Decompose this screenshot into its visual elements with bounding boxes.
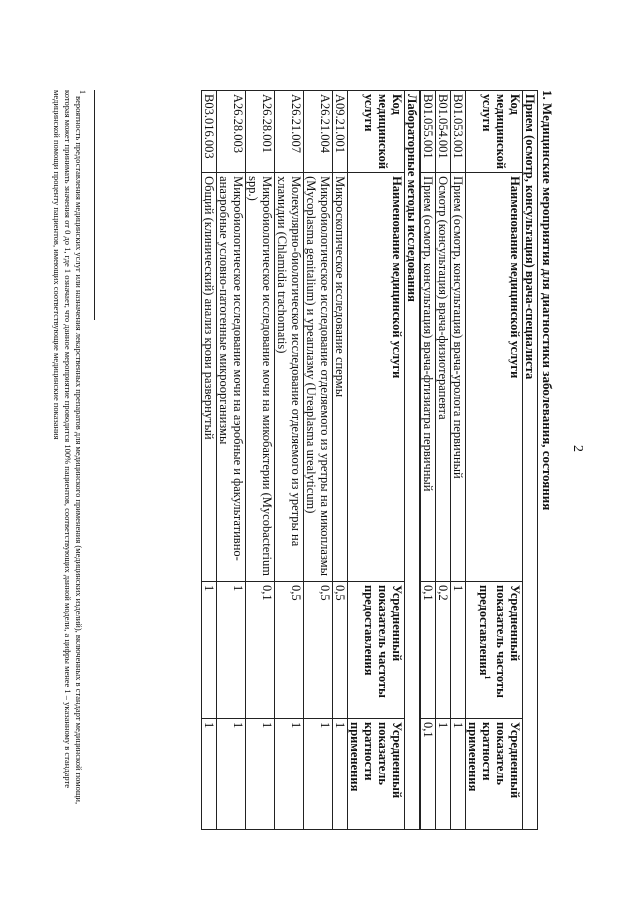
page-number: 2 xyxy=(570,445,585,452)
footnote-mark: 1 xyxy=(78,90,87,94)
header-code: Код медицинской услуги xyxy=(348,91,405,173)
cell-name: Микроскопическое исследование спермы xyxy=(333,173,348,582)
table-header-row xyxy=(466,91,523,830)
cell-freq: 0,2 xyxy=(436,582,451,719)
section-title: 1. Медицинские мероприятия для диагностики заболевания, состояния xyxy=(540,90,555,511)
cell-code: B01.055.001 xyxy=(421,91,436,173)
table-header-row xyxy=(348,91,405,830)
header-freq-text: Усредненный показатель частоты предоставления xyxy=(476,585,522,698)
cell-name: Молекулярно-биологическое исследование отделяемого из уретры на хламидии (Chlamidia trachomatis) xyxy=(275,173,304,582)
cell-mult: 1 xyxy=(451,719,466,830)
footnote-text: вероятность предоставления медицинских услуг или назначения лекарственных препаратов для медицинского применения (медицинских изделий), включенных в стандарт медицинской помощи, которая может принимать значения от 0 до 1, где 1 означает, что данное мероприятие проводится 100% пациентов, соответствующих данной модели, а цифры менее 1 – указанному в стандарте медицинской помощи проценту пациентов, имеющих соответствующие медицинские показания xyxy=(52,90,85,805)
cell-freq: 0,5 xyxy=(304,582,333,719)
page-content xyxy=(201,90,555,830)
cell-freq: 1 xyxy=(451,582,466,719)
cell-name: Общий (клинический) анализ крови развернутый xyxy=(202,173,217,582)
cell-freq: 1 xyxy=(217,582,246,719)
footnote-divider xyxy=(94,90,95,320)
cell-name: Прием (осмотр, консультация) врача-фтизиатра первичный xyxy=(421,173,436,582)
table-row xyxy=(304,91,333,830)
cell-freq: 0,5 xyxy=(333,582,348,719)
header-mult: Усредненный показатель кратности применения xyxy=(348,719,405,830)
table-row xyxy=(421,91,436,830)
table-row xyxy=(246,91,275,830)
cell-code: A09.21.001 xyxy=(333,91,348,173)
cell-mult: 1 xyxy=(217,719,246,830)
cell-freq: 1 xyxy=(202,582,217,719)
table-row xyxy=(202,91,217,830)
cell-code: B01.054.001 xyxy=(436,91,451,173)
cell-freq: 0,5 xyxy=(275,582,304,719)
table-row xyxy=(275,91,304,830)
cell-name: Осмотр (консультация) врача-физиотерапевта xyxy=(436,173,451,582)
cell-name: Прием (осмотр, консультация) врача-уролога первичный xyxy=(451,173,466,582)
cell-code: B03.016.003 xyxy=(202,91,217,173)
cell-name: Микробиологическое исследование мочи на микобактерии (Mycobacterium spp.) xyxy=(246,173,275,582)
lab-table xyxy=(201,90,420,830)
cell-name: Микробиологическое исследование мочи на аэробные и факультативно-анаэробные условно-патогенные микроорганизмы xyxy=(217,173,246,582)
cell-code: A26.21.004 xyxy=(304,91,333,173)
table-row xyxy=(333,91,348,830)
cell-mult: 1 xyxy=(436,719,451,830)
cell-mult: 1 xyxy=(304,719,333,830)
cell-code: A26.28.001 xyxy=(246,91,275,173)
cell-mult: 1 xyxy=(275,719,304,830)
cell-code: A26.21.007 xyxy=(275,91,304,173)
header-freq: Усредненный показатель частоты предоставления xyxy=(348,582,405,719)
cell-name: Микробиологическое исследование отделяемого из уретры на микоплазмы (Mycoplasma genitalium) и уреаплазму (Ureaplasma urealyticum) xyxy=(304,173,333,582)
footnote xyxy=(51,90,88,830)
header-code: Код медицинской услуги xyxy=(466,91,523,173)
cell-mult: 1 xyxy=(202,719,217,830)
table-row xyxy=(451,91,466,830)
specialist-table-body xyxy=(421,91,466,830)
header-freq xyxy=(466,582,523,719)
header-name: Наименование медицинской услуги xyxy=(348,173,405,582)
table-span-row xyxy=(523,91,538,830)
table-span-row xyxy=(405,91,420,830)
cell-mult: 0,1 xyxy=(421,719,436,830)
header-name: Наименование медицинской услуги xyxy=(466,173,523,582)
cell-code: B01.053.001 xyxy=(451,91,466,173)
cell-freq: 0,1 xyxy=(246,582,275,719)
footnote-ref: 1 xyxy=(483,675,492,680)
specialist-table xyxy=(420,90,538,830)
cell-mult: 1 xyxy=(333,719,348,830)
header-mult: Усредненный показатель кратности применения xyxy=(466,719,523,830)
lab-table-body xyxy=(202,91,348,830)
cell-freq: 0,1 xyxy=(421,582,436,719)
table-span-title: Прием (осмотр, консультация) врача-специалиста xyxy=(523,91,538,830)
table-row xyxy=(436,91,451,830)
table-span-title: Лабораторные методы исследования xyxy=(405,91,420,830)
cell-code: A26.28.003 xyxy=(217,91,246,173)
cell-mult: 1 xyxy=(246,719,275,830)
table-row xyxy=(217,91,246,830)
